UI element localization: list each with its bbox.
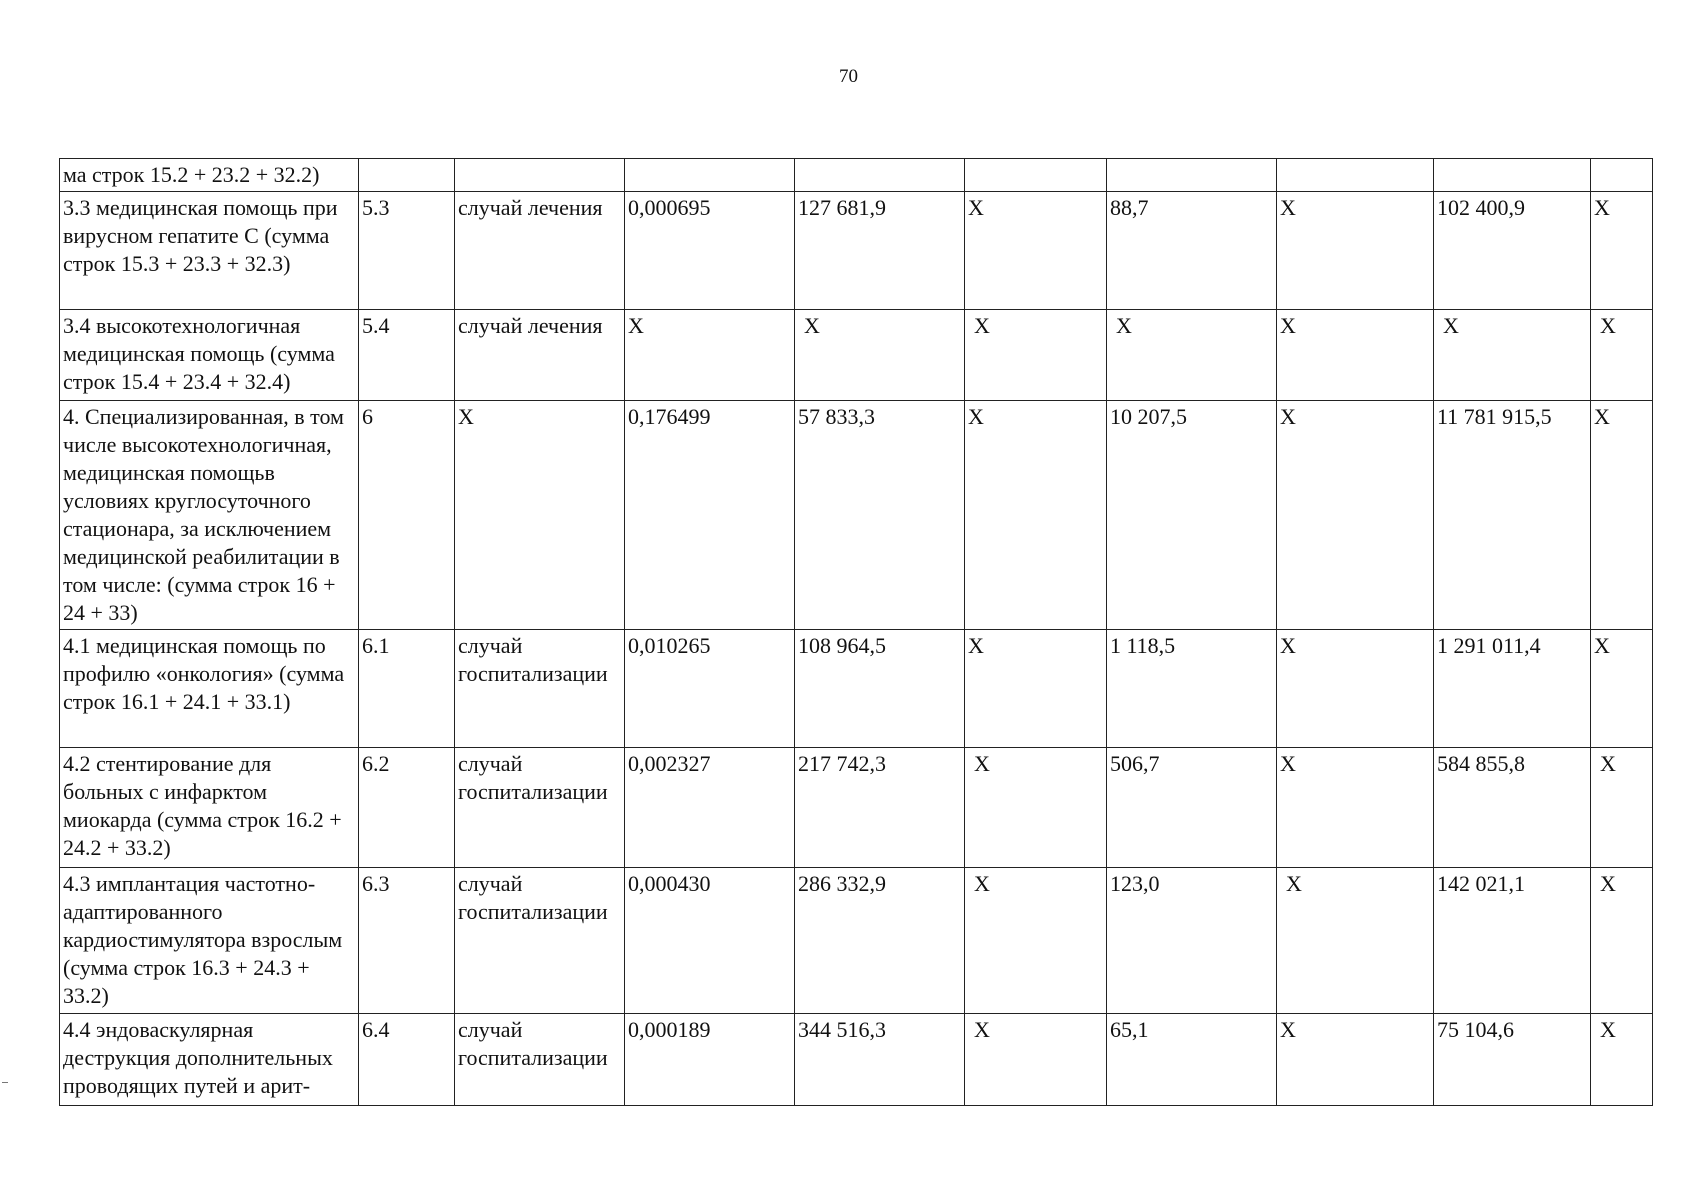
value-cell: X: [965, 630, 1107, 748]
value-cell: X: [1591, 630, 1653, 748]
line-number-cell: 6: [359, 401, 455, 630]
value-cell: X: [1434, 310, 1591, 401]
value-cell: X: [1591, 401, 1653, 630]
unit-cell: случай лечения: [455, 310, 625, 401]
cost-cell: 344 516,3: [795, 1014, 965, 1106]
value-cell: X: [1277, 1014, 1434, 1106]
table-row: [60, 630, 1653, 748]
value-cell: 10 207,5: [1107, 401, 1277, 630]
value-cell: X: [1107, 310, 1277, 401]
value-cell: X: [1277, 630, 1434, 748]
value-cell: 584 855,8: [1434, 748, 1591, 868]
table-row: [60, 1014, 1653, 1106]
value-cell: 123,0: [1107, 868, 1277, 1014]
unit-cell: случай госпитализации: [455, 1014, 625, 1106]
financing-norms-table: [59, 158, 1653, 1106]
cost-cell: [795, 159, 965, 192]
norm-cell: [625, 159, 795, 192]
line-number-cell: [359, 159, 455, 192]
cost-cell: 127 681,9: [795, 192, 965, 310]
value-cell: X: [1591, 1014, 1653, 1106]
cost-cell: 217 742,3: [795, 748, 965, 868]
value-cell: X: [1277, 401, 1434, 630]
value-cell: X: [1591, 192, 1653, 310]
cost-cell: 108 964,5: [795, 630, 965, 748]
unit-cell: [455, 159, 625, 192]
value-cell: 506,7: [1107, 748, 1277, 868]
value-cell: [1434, 159, 1591, 192]
value-cell: X: [1591, 310, 1653, 401]
scan-mark: [2, 1082, 8, 1083]
value-cell: X: [965, 192, 1107, 310]
norm-cell: X: [625, 310, 795, 401]
unit-cell: случай госпитализации: [455, 630, 625, 748]
norm-cell: 0,176499: [625, 401, 795, 630]
value-cell: 142 021,1: [1434, 868, 1591, 1014]
norm-cell: 0,000189: [625, 1014, 795, 1106]
unit-cell: случай госпитализации: [455, 748, 625, 868]
value-cell: 88,7: [1107, 192, 1277, 310]
value-cell: X: [965, 748, 1107, 868]
norm-cell: 0,010265: [625, 630, 795, 748]
table-row: [60, 868, 1653, 1014]
row-name-cell: 4.1 медицинская помощь по профилю «онкология» (сумма строк 16.1 + 24.1 + 33.1): [60, 630, 359, 748]
line-number-cell: 6.4: [359, 1014, 455, 1106]
value-cell: 102 400,9: [1434, 192, 1591, 310]
cost-cell: 286 332,9: [795, 868, 965, 1014]
row-name-cell: 4.2 стентирование для больных с инфарктом миокарда (сумма строк 16.2 + 24.2 + 33.2): [60, 748, 359, 868]
value-cell: X: [1277, 192, 1434, 310]
line-number-cell: 5.3: [359, 192, 455, 310]
value-cell: X: [965, 1014, 1107, 1106]
norm-cell: 0,000695: [625, 192, 795, 310]
unit-cell: случай лечения: [455, 192, 625, 310]
value-cell: 75 104,6: [1434, 1014, 1591, 1106]
value-cell: X: [1591, 748, 1653, 868]
table-row: [60, 401, 1653, 630]
norm-cell: 0,002327: [625, 748, 795, 868]
value-cell: X: [1277, 868, 1434, 1014]
page-number: 70: [839, 66, 858, 87]
value-cell: [1591, 159, 1653, 192]
line-number-cell: 6.1: [359, 630, 455, 748]
value-cell: 11 781 915,5: [1434, 401, 1591, 630]
value-cell: 65,1: [1107, 1014, 1277, 1106]
cost-cell: 57 833,3: [795, 401, 965, 630]
value-cell: 1 118,5: [1107, 630, 1277, 748]
value-cell: [965, 159, 1107, 192]
unit-cell: X: [455, 401, 625, 630]
row-name-cell: 4.3 имплантация частотно-адаптированного кардиостимулятора взрослым (сумма строк 16.3 + 24.3 + 33.2): [60, 868, 359, 1014]
value-cell: [1107, 159, 1277, 192]
line-number-cell: 5.4: [359, 310, 455, 401]
line-number-cell: 6.2: [359, 748, 455, 868]
value-cell: X: [965, 310, 1107, 401]
value-cell: X: [1591, 868, 1653, 1014]
row-name-cell: 4. Специализированная, в том числе высокотехнологичная, медицинская помощьв условиях круглосуточного стационара, за исключением медицинской реабилитации в том числе: (сумма строк 16 + 24 + 33): [60, 401, 359, 630]
row-name-cell: ма строк 15.2 + 23.2 + 32.2): [60, 159, 359, 192]
row-name-cell: 4.4 эндоваскулярная деструкция дополнительных проводящих путей и арит-: [60, 1014, 359, 1106]
table-row: [60, 310, 1653, 401]
value-cell: [1277, 159, 1434, 192]
value-cell: X: [1277, 748, 1434, 868]
table-row: [60, 192, 1653, 310]
value-cell: X: [965, 868, 1107, 1014]
value-cell: X: [1277, 310, 1434, 401]
value-cell: 1 291 011,4: [1434, 630, 1591, 748]
value-cell: X: [965, 401, 1107, 630]
row-name-cell: 3.3 медицинская помощь при вирусном гепатите С (сумма строк 15.3 + 23.3 + 32.3): [60, 192, 359, 310]
unit-cell: случай госпитализации: [455, 868, 625, 1014]
line-number-cell: 6.3: [359, 868, 455, 1014]
row-name-cell: 3.4 высокотехнологичная медицинская помощь (сумма строк 15.4 + 23.4 + 32.4): [60, 310, 359, 401]
table-row: [60, 748, 1653, 868]
norm-cell: 0,000430: [625, 868, 795, 1014]
table-row: [60, 159, 1653, 192]
cost-cell: X: [795, 310, 965, 401]
